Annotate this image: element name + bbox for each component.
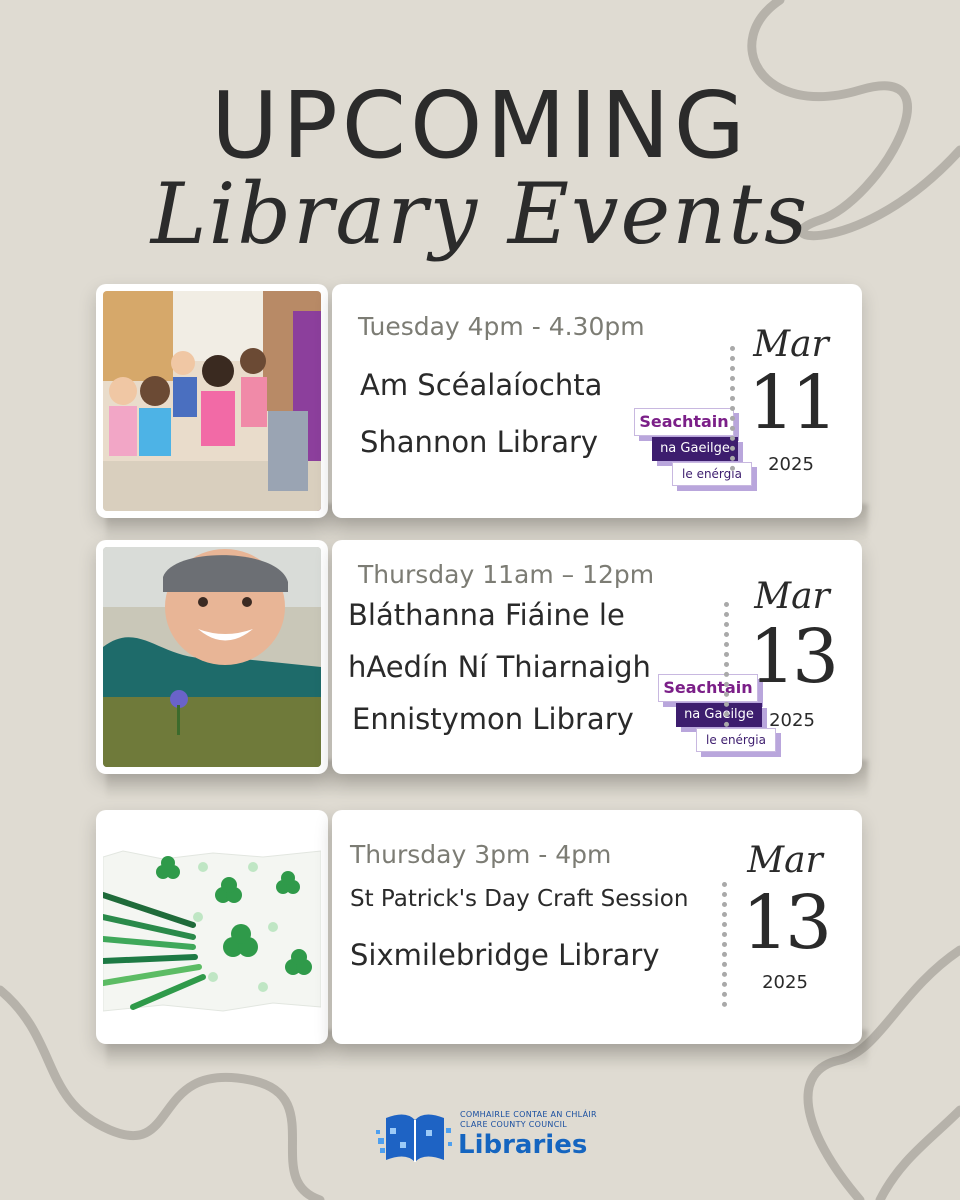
event-photo-card — [96, 540, 328, 774]
event-time: Tuesday 4pm - 4.30pm — [358, 312, 645, 341]
woman-wildflower-photo — [103, 547, 321, 767]
org-name-english: CLARE COUNTY COUNCIL — [460, 1120, 568, 1129]
brand-libraries: Libraries — [458, 1130, 588, 1160]
event-month: Mar — [754, 576, 830, 617]
event-info-card — [332, 284, 862, 518]
event-day: 11 — [747, 360, 835, 446]
event-month: Mar — [753, 324, 829, 365]
event-card-3[interactable] — [96, 810, 862, 1044]
event-location: Shannon Library — [360, 425, 599, 459]
perforation-divider — [730, 346, 735, 471]
event-info-card — [332, 810, 862, 1044]
seachtain-na-gaeilge-badge: Seachtain na Gaeilge le enérgia — [634, 408, 758, 494]
org-name-irish: COMHAIRLE CONTAE AN CHLÁIR — [460, 1110, 597, 1119]
event-title-line-1: Bláthanna Fiáine le — [348, 598, 625, 632]
event-time: Thursday 3pm - 4pm — [350, 840, 612, 869]
event-year: 2025 — [768, 454, 814, 475]
event-title-line-2: hAedín Ní Thiarnaigh — [348, 650, 651, 684]
shamrock-drawing-photo — [103, 817, 321, 1037]
event-day: 13 — [741, 880, 829, 966]
event-year: 2025 — [762, 972, 808, 993]
perforation-divider — [722, 882, 727, 1007]
clare-county-libraries-logo — [376, 1106, 597, 1168]
event-info-card — [332, 540, 862, 774]
event-card-1[interactable] — [96, 284, 862, 518]
perforation-divider — [724, 602, 729, 727]
open-book-icon — [376, 1108, 454, 1166]
heading-library-events: Library Events — [150, 165, 810, 263]
event-photo-card — [96, 810, 328, 1044]
event-title: Am Scéalaíochta — [360, 368, 603, 402]
event-title: St Patrick's Day Craft Session — [350, 886, 689, 912]
event-month: Mar — [747, 840, 823, 881]
event-card-2[interactable] — [96, 540, 862, 774]
event-day: 13 — [748, 614, 836, 700]
event-time: Thursday 11am – 12pm — [358, 560, 655, 589]
heading-upcoming: UPCOMING — [210, 72, 750, 179]
event-photo-card — [96, 284, 328, 518]
children-storytime-photo — [103, 291, 321, 511]
event-location: Ennistymon Library — [352, 702, 634, 736]
seachtain-na-gaeilge-badge: Seachtain na Gaeilge le enérgia — [658, 674, 782, 760]
event-location: Sixmilebridge Library — [350, 938, 660, 972]
event-year: 2025 — [769, 710, 815, 731]
